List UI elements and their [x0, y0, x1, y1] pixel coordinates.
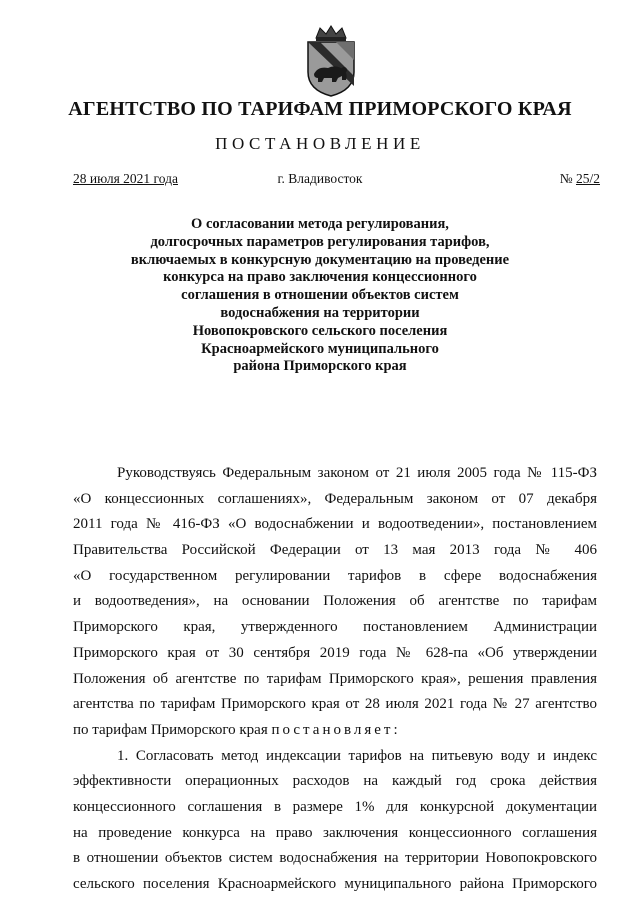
body-line: «О концессионных соглашениях», Федеральным законом от 07 декабря — [73, 490, 597, 507]
body-line: и водоотведения», на основании Положения об агентстве по тарифам — [73, 593, 597, 610]
body-line: агентства по тарифам Приморского края от 28 июля 2021 года № 27 агентство — [73, 696, 597, 713]
number-value: 25/2 — [575, 171, 600, 186]
body-line: 1. Согласовать метод индексации тарифов на питьевую воду и индекс — [117, 747, 597, 764]
title-line: О согласовании метода регулирования, — [191, 216, 449, 232]
body-line: эффективности операционных расходов на каждый год срока действия — [73, 773, 597, 790]
body-line: Приморского края от 30 сентября 2019 года № 628-па «Об утверждении — [73, 644, 597, 661]
agency-name: АГЕНТСТВО ПО ТАРИФАМ ПРИМОРСКОГО КРАЯ — [68, 98, 572, 120]
title-line: Новопокровского сельского поселения — [192, 322, 448, 339]
document-title — [100, 216, 540, 376]
body-line: Руководствуясь Федеральным законом от 21 июля 2005 года № 115-ФЗ — [117, 465, 597, 481]
resolution-word: постановляет: — [271, 721, 401, 738]
body-line: Правительства Российской Федерации от 13 мая 2013 года № 406 — [73, 542, 597, 559]
title-line: района Приморского края — [233, 358, 407, 375]
body-line-resolution — [73, 718, 597, 744]
body-line: Положения об агентстве по тарифам Приморского края», решения правления — [73, 670, 597, 687]
document-number — [560, 171, 600, 187]
title-line: соглашения в отношении объектов систем — [181, 287, 459, 304]
title-line: конкурса на право заключения концессионного — [163, 269, 477, 286]
document-type: ПОСТАНОВЛЕНИЕ — [215, 134, 425, 153]
document-body — [73, 461, 597, 898]
number-prefix: № — [559, 171, 576, 186]
body-line: «О государственном регулировании тарифов в сфере водоснабжения — [73, 567, 597, 584]
body-line: 2011 года № 416-ФЗ «О водоснабжении и водоотведении», постановлением — [73, 516, 597, 533]
title-line: долгосрочных параметров регулирования тарифов, — [150, 233, 490, 250]
title-line: Красноармейского муниципального — [201, 340, 439, 357]
body-line: сельского поселения Красноармейского муниципального района Приморского — [73, 876, 597, 892]
document-date: 28 июля 2021 года — [73, 171, 178, 186]
body-line: Приморского края, утвержденного постановлением Администрации — [73, 619, 597, 636]
body-line: в отношении объектов систем водоснабжения на территории Новопокровского — [73, 850, 597, 867]
body-line: на проведение конкурса на право заключения концессионного соглашения — [73, 824, 597, 841]
body-line: концессионного соглашения в размере 1% для конкурсной документации — [73, 798, 597, 815]
title-line: водоснабжения на территории — [220, 304, 420, 321]
document-city: г. Владивосток — [277, 171, 363, 186]
title-line: включаемых в конкурсную документацию на проведение — [130, 251, 510, 268]
body-line: по тарифам Приморского края — [73, 721, 272, 738]
coat-of-arms-icon — [302, 24, 360, 98]
